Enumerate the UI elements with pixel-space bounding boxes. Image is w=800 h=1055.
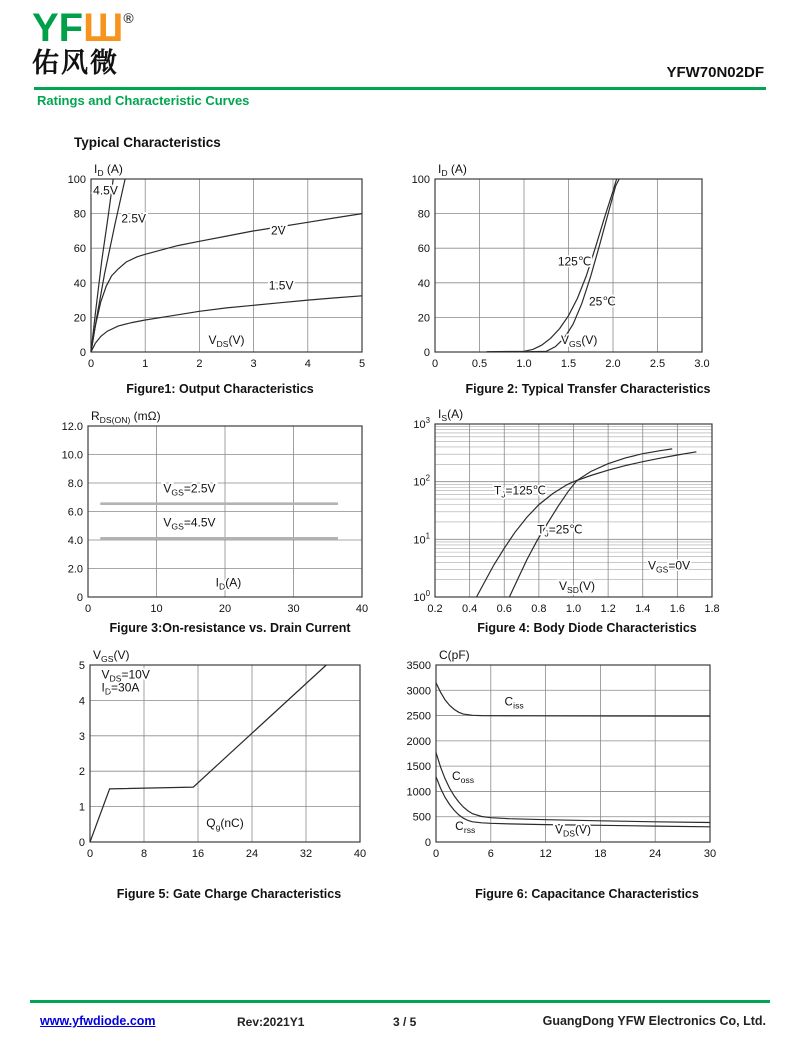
figure-5-caption: Figure 5: Gate Charge Characteristics bbox=[116, 887, 342, 901]
x-tick-label: 6 bbox=[487, 848, 494, 860]
series-label: $C_{iss}$ bbox=[504, 694, 524, 711]
x-tick-label: 0.5 bbox=[471, 358, 488, 370]
x-tick-label: 12 bbox=[539, 848, 552, 860]
figure-4-body-diode bbox=[400, 404, 730, 643]
part-number: YFW70N02DF bbox=[666, 64, 764, 81]
y-tick-label: 20 bbox=[417, 312, 430, 325]
header-rule bbox=[34, 87, 766, 90]
logo-chinese: 佑风微 bbox=[32, 48, 119, 78]
series-label: $V_{GS}=4.5V$ bbox=[163, 515, 216, 532]
y-tick-label: 5 bbox=[78, 660, 85, 672]
figure-4-chart bbox=[400, 404, 730, 618]
y-axis-label: $V_{GS}(V)$ bbox=[93, 648, 130, 664]
x-axis-label: $I_D(A)$ bbox=[215, 575, 242, 592]
y-axis-label: C(pF) bbox=[439, 648, 470, 662]
y-tick-label: 100 bbox=[411, 174, 430, 186]
y-tick-label: 40 bbox=[73, 277, 86, 290]
series-Coss bbox=[436, 753, 710, 823]
series-VGS=4.5V bbox=[91, 179, 113, 352]
x-tick-label: 0 bbox=[86, 848, 94, 860]
x-tick-label: 0 bbox=[431, 358, 439, 370]
y-tick-label: 0 bbox=[424, 837, 431, 849]
series-label: 25℃ bbox=[588, 294, 616, 309]
y-tick-label: $10^3$ bbox=[413, 416, 430, 431]
x-tick-label: 0 bbox=[87, 358, 95, 370]
series-label: 2.5V bbox=[121, 211, 147, 226]
annotation: $I_D=30A$ bbox=[101, 680, 140, 697]
x-axis-label: $V_{DS}(V)$ bbox=[555, 822, 591, 839]
figure-5-chart bbox=[56, 644, 378, 866]
y-tick-label: 10.0 bbox=[61, 449, 83, 462]
x-tick-label: 0 bbox=[432, 848, 440, 860]
y-tick-label: $10^1$ bbox=[413, 531, 430, 547]
x-tick-label: 1.0 bbox=[565, 603, 582, 615]
series-125℃ bbox=[487, 179, 617, 352]
y-tick-label: 0 bbox=[79, 347, 86, 359]
series-label: 125℃ bbox=[557, 254, 592, 269]
x-tick-label: 4 bbox=[304, 358, 311, 370]
x-tick-label: 0.2 bbox=[427, 603, 443, 615]
figure-1-chart bbox=[56, 158, 378, 372]
page-subtitle: Ratings and Characteristic Curves bbox=[37, 93, 250, 108]
x-tick-label: 0.4 bbox=[461, 603, 478, 615]
y-tick-label: 2 bbox=[78, 766, 85, 779]
y-tick-label: 2500 bbox=[406, 710, 431, 723]
figure-2-transfer-characteristics bbox=[400, 158, 722, 404]
y-tick-label: 60 bbox=[417, 243, 430, 256]
y-tick-label: 6.0 bbox=[67, 506, 83, 519]
footer-page-number: 3 / 5 bbox=[393, 1015, 417, 1029]
y-axis-label: $I_D$ (A) bbox=[438, 162, 467, 178]
x-tick-label: 1.0 bbox=[516, 358, 532, 370]
y-tick-label: 4.0 bbox=[67, 535, 83, 547]
y-tick-label: 0 bbox=[423, 347, 430, 359]
x-tick-label: 1.2 bbox=[600, 603, 616, 615]
x-tick-label: 5 bbox=[358, 358, 366, 370]
y-tick-label: 2000 bbox=[406, 735, 431, 748]
x-tick-label: 40 bbox=[353, 848, 367, 860]
figure-6-capacitance bbox=[400, 644, 730, 909]
y-tick-label: 80 bbox=[73, 208, 86, 221]
figure-2-chart bbox=[400, 158, 722, 372]
series-label: $T_J=125℃$ bbox=[493, 483, 547, 500]
figure-3-chart bbox=[56, 404, 378, 618]
y-tick-label: 12.0 bbox=[61, 421, 83, 433]
y-tick-label: 100 bbox=[67, 174, 86, 186]
annotation: $V_{GS}=0V$ bbox=[647, 558, 691, 575]
x-axis-label: $Q_g(nC)$ bbox=[206, 816, 244, 833]
x-tick-label: 2.5 bbox=[649, 358, 666, 370]
series-label: $T_J=25℃$ bbox=[537, 522, 583, 539]
y-axis-label: $I_S(A)$ bbox=[438, 407, 464, 423]
y-tick-label: 3500 bbox=[406, 660, 431, 672]
x-tick-label: 20 bbox=[218, 603, 232, 615]
y-tick-label: 0 bbox=[76, 592, 83, 604]
y-tick-label: 1 bbox=[78, 801, 85, 814]
x-tick-label: 24 bbox=[245, 848, 259, 860]
series-label: $C_{rss}$ bbox=[455, 819, 476, 836]
x-axis-label: $V_{DS}(V)$ bbox=[208, 333, 245, 350]
y-axis-label: $R_{DS(ON)}$ (mΩ) bbox=[91, 409, 161, 425]
series-TJ=125℃ bbox=[477, 452, 697, 597]
x-tick-label: 40 bbox=[355, 603, 369, 615]
x-tick-label: 0.6 bbox=[496, 603, 512, 615]
x-tick-label: 0.8 bbox=[531, 603, 547, 615]
series-Crss bbox=[436, 777, 710, 827]
x-tick-label: 8 bbox=[140, 848, 148, 860]
y-tick-label: $10^0$ bbox=[413, 589, 430, 604]
section-title: Typical Characteristics bbox=[74, 135, 221, 150]
footer-website-link[interactable]: www.yfwdiode.com bbox=[40, 1014, 156, 1028]
x-tick-label: 16 bbox=[191, 848, 205, 860]
y-tick-label: 20 bbox=[73, 312, 86, 325]
x-tick-label: 10 bbox=[150, 603, 163, 615]
x-tick-label: 2 bbox=[196, 358, 203, 370]
figure-5-gate-charge bbox=[56, 644, 378, 909]
x-tick-label: 30 bbox=[703, 848, 717, 860]
series-label: $V_{GS}=2.5V$ bbox=[163, 481, 216, 498]
figure-6-caption: Figure 6: Capacitance Characteristics bbox=[475, 887, 699, 901]
y-tick-label: 8.0 bbox=[67, 478, 83, 490]
y-tick-label: 1000 bbox=[406, 786, 431, 799]
x-tick-label: 1.4 bbox=[635, 603, 651, 615]
series-label: 2V bbox=[270, 223, 286, 238]
series-Ciss bbox=[436, 683, 710, 716]
figure-2-caption: Figure 2: Typical Transfer Characteristics bbox=[465, 382, 711, 396]
y-axis-label: $I_D$ (A) bbox=[94, 162, 123, 178]
x-tick-label: 2.0 bbox=[605, 358, 621, 370]
x-tick-label: 32 bbox=[299, 848, 313, 860]
figure-3-on-resistance bbox=[56, 404, 378, 643]
x-tick-label: 3.0 bbox=[694, 358, 710, 370]
y-tick-label: 500 bbox=[412, 811, 431, 824]
y-tick-label: 80 bbox=[417, 208, 430, 221]
x-tick-label: 18 bbox=[594, 848, 607, 860]
x-axis-label: $V_{GS}(V)$ bbox=[560, 333, 598, 350]
y-tick-label: 2.0 bbox=[67, 563, 83, 576]
series-TJ=25℃ bbox=[509, 449, 672, 597]
logo-yf: YF bbox=[32, 6, 84, 50]
x-tick-label: 3 bbox=[250, 358, 257, 370]
footer-revision: Rev:2021Y1 bbox=[237, 1015, 305, 1029]
logo-w: Ш bbox=[83, 6, 124, 50]
x-tick-label: 1 bbox=[142, 358, 149, 370]
y-tick-label: $10^2$ bbox=[413, 473, 430, 489]
registered-mark-icon: ® bbox=[123, 10, 134, 26]
logo-wordmark bbox=[32, 8, 134, 48]
x-tick-label: 24 bbox=[649, 848, 662, 860]
x-tick-label: 0 bbox=[84, 603, 92, 615]
y-tick-label: 4 bbox=[78, 695, 85, 708]
y-tick-label: 3000 bbox=[406, 685, 431, 698]
figure-1-caption: Figure1: Output Characteristics bbox=[126, 382, 314, 396]
x-axis-label: $V_{SD}(V)$ bbox=[558, 579, 595, 596]
y-tick-label: 1500 bbox=[406, 761, 431, 774]
x-tick-label: 1.5 bbox=[560, 358, 577, 370]
x-tick-label: 1.8 bbox=[704, 603, 720, 615]
figure-4-caption: Figure 4: Body Diode Characteristics bbox=[477, 621, 697, 635]
figure-6-chart bbox=[400, 644, 730, 866]
y-tick-label: 3 bbox=[78, 730, 85, 743]
y-tick-label: 60 bbox=[73, 243, 86, 256]
footer-company: GuangDong YFW Electronics Co, Ltd. bbox=[542, 1014, 766, 1028]
x-tick-label: 1.6 bbox=[669, 603, 686, 615]
footer-rule bbox=[30, 1000, 770, 1003]
plot-border bbox=[91, 179, 362, 352]
series-label: 4.5V bbox=[93, 183, 118, 198]
figure-1-output-characteristics bbox=[56, 158, 378, 404]
y-tick-label: 40 bbox=[417, 277, 430, 290]
x-tick-label: 30 bbox=[287, 603, 300, 615]
series-label: $C_{oss}$ bbox=[451, 768, 475, 785]
logo bbox=[32, 8, 134, 79]
y-tick-label: 0 bbox=[78, 837, 85, 849]
series-label: 1.5V bbox=[268, 278, 294, 293]
annotation: $V_{DS}=10V$ bbox=[101, 667, 150, 684]
figure-3-caption: Figure 3:On-resistance vs. Drain Current bbox=[109, 621, 351, 635]
